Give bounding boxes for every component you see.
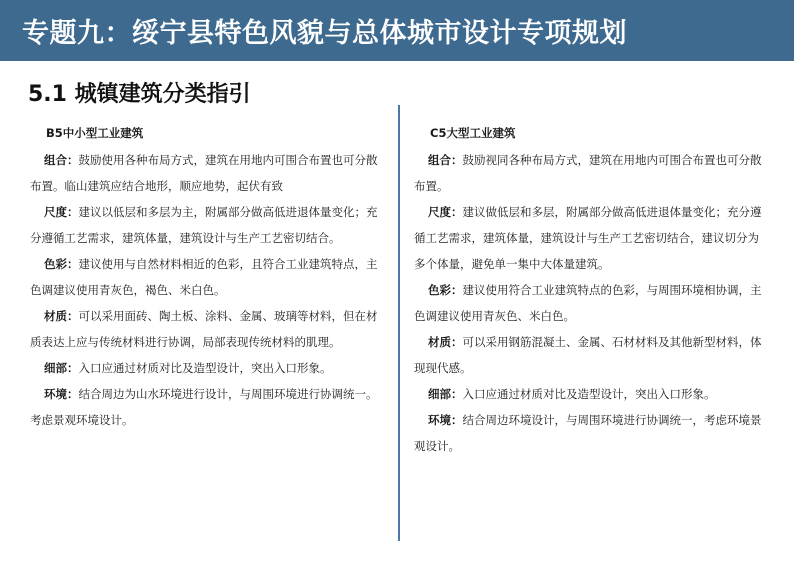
left-item-text: 结合周边为山水环境进行设计，与周围环境进行协调统一。考虑景观环境设计。: [30, 387, 378, 427]
left-item-label: 组合：: [44, 153, 79, 167]
right-item-label: 细部：: [428, 387, 463, 401]
column-divider: [398, 105, 400, 541]
right-item: [414, 199, 770, 277]
right-column-heading: C5大型工业建筑: [430, 126, 516, 140]
right-item-text: 入口应通过材质对比及造型设计，突出入口形象。: [462, 387, 716, 401]
left-item: [30, 381, 386, 433]
left-item-label: 色彩：: [44, 257, 79, 271]
left-item-text: 鼓励使用各种布局方式，建筑在用地内可围合布置也可分散布置。临山建筑应结合地形，顺应地势，起伏有致: [30, 153, 378, 193]
right-item: [414, 329, 770, 381]
right-item: [414, 147, 770, 199]
left-item-text: 建议以低层和多层为主，附属部分做高低进退体量变化；充分遵循工艺需求，建筑体量，建筑设计与生产工艺密切结合。: [30, 205, 378, 245]
left-item-label: 细部：: [44, 361, 79, 375]
left-item-text: 入口应通过材质对比及造型设计，突出入口形象。: [78, 361, 332, 375]
section-title: 5.1 城镇建筑分类指引: [28, 82, 251, 107]
left-item: [30, 251, 386, 303]
right-item-text: 建议做低层和多层，附属部分做高低进退体量变化；充分遵循工艺需求，建筑体量，建筑设计与生产工艺密切结合，建议切分为多个体量，避免单一集中大体量建筑。: [414, 205, 762, 271]
left-item: [30, 355, 386, 381]
right-item-label: 色彩：: [428, 283, 463, 297]
right-item-text: 建议使用符合工业建筑特点的色彩，与周围环境相协调，主色调建议使用青灰色、米白色。: [414, 283, 762, 323]
left-item-label: 材质：: [44, 309, 79, 323]
right-item: [414, 407, 770, 459]
left-item-text: 可以采用面砖、陶土板、涂料、金属、玻璃等材料，但在材质表达上应与传统材料进行协调，局部表现传统材料的肌理。: [30, 309, 378, 349]
right-item-text: 鼓励视同各种布局方式，建筑在用地内可围合布置也可分散布置。: [414, 153, 762, 193]
page-title: 专题九：绥宁县特色风貌与总体城市设计专项规划: [22, 18, 627, 49]
right-item-text: 结合周边环境设计，与周围环境进行协调统一，考虑环境景观设计。: [414, 413, 762, 453]
right-item-label: 尺度：: [428, 205, 463, 219]
left-item: [30, 199, 386, 251]
right-item-label: 材质：: [428, 335, 463, 349]
right-item: [414, 381, 770, 407]
left-item: [30, 303, 386, 355]
left-item-label: 环境：: [44, 387, 79, 401]
left-item-label: 尺度：: [44, 205, 79, 219]
left-item-text: 建议使用与自然材料相近的色彩，且符合工业建筑特点，主色调建议使用青灰色，褐色、米白色。: [30, 257, 378, 297]
right-item: [414, 277, 770, 329]
right-item-label: 环境：: [428, 413, 463, 427]
left-column: [30, 120, 386, 433]
left-column-heading: B5中小型工业建筑: [46, 126, 144, 140]
right-column: [414, 120, 770, 459]
right-item-text: 可以采用钢筋混凝土、金属、石材材料及其他新型材料，体现现代感。: [414, 335, 762, 375]
header-banner: [0, 0, 794, 61]
left-item: [30, 147, 386, 199]
right-item-label: 组合：: [428, 153, 463, 167]
